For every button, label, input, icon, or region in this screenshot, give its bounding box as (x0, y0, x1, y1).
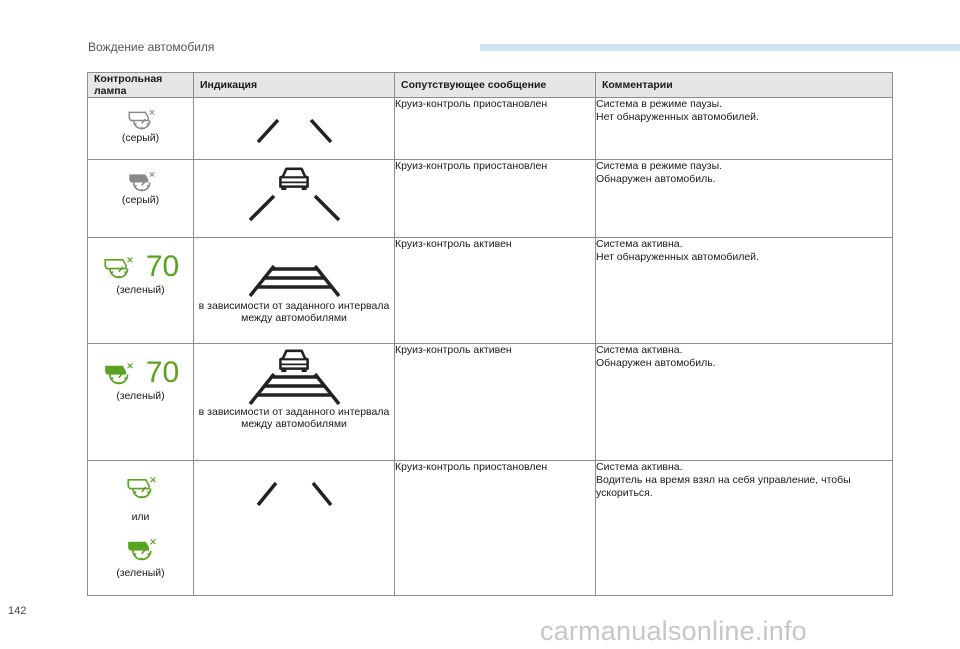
display-caption-line: в зависимости от заданного интервала (198, 406, 390, 418)
page-number: 142 (8, 605, 27, 617)
message-cell: Круиз-контроль активен (395, 238, 596, 344)
comment-line: Система активна. (596, 344, 683, 356)
comment-cell (596, 344, 893, 461)
comment-line: Обнаружен автомобиль. (596, 357, 716, 369)
lamp-caption: (зеленый) (116, 284, 165, 296)
comment-line: Система активна. (596, 461, 683, 473)
message-cell: Круиз-контроль приостановлен (395, 98, 596, 160)
comment-cell (596, 238, 893, 344)
comment-cell (596, 160, 893, 238)
table-header-row (88, 73, 893, 98)
table-row (88, 344, 893, 461)
comment-line: Водитель на время взял на себя управление, чтобы (596, 474, 851, 486)
comment-line: Система активна. (596, 238, 683, 250)
lane-lines-vehicle-icon (194, 160, 394, 234)
message-cell: Круиз-контроль приостановлен (395, 461, 596, 596)
comment-line: Система в режиме паузы. (596, 160, 723, 172)
display-cell (194, 344, 395, 461)
comment-cell (596, 461, 893, 596)
set-speed-value: 70 (145, 250, 180, 283)
table-row (88, 461, 893, 596)
lamp-caption: (серый) (121, 194, 160, 206)
lamp-cell (88, 98, 194, 160)
cruise-gauge-outline-grey-icon (126, 108, 156, 130)
comment-line: Нет обнаруженных автомобилей. (596, 251, 759, 263)
display-cell (194, 238, 395, 344)
lamp-cell (88, 344, 194, 461)
warning-lamp-table (87, 72, 893, 596)
lamp-cell (88, 238, 194, 344)
comment-line: ускориться. (596, 487, 653, 499)
message-cell: Круиз-контроль активен (395, 344, 596, 461)
lane-distance-bars-icon (194, 242, 394, 300)
set-speed-value: 70 (145, 356, 180, 389)
cruise-gauge-vehicle-green-icon (125, 537, 157, 561)
lane-lines-icon (194, 471, 394, 521)
display-cell (194, 98, 395, 160)
comment-line: Обнаружен автомобиль. (596, 173, 716, 185)
lamp-caption: (зеленый) (116, 390, 165, 402)
display-cell (194, 160, 395, 238)
lamp-caption: (зеленый) (116, 567, 165, 579)
display-caption (194, 300, 394, 324)
display-caption (194, 406, 394, 430)
cruise-gauge-outline-green-icon (102, 255, 134, 279)
comment-cell (596, 98, 893, 160)
display-caption-line: между автомобилями (241, 418, 347, 430)
display-cell (194, 461, 395, 596)
col-header-lamp: Контрольная лампа (88, 73, 194, 98)
lamp-cell (88, 461, 194, 596)
col-header-comment: Комментарии (596, 73, 893, 98)
watermark-text: carmanualsonline.info (540, 616, 807, 646)
page-header-title: Вождение автомобиля (88, 40, 215, 54)
comment-line: Нет обнаруженных автомобилей. (596, 111, 759, 123)
col-header-display: Индикация (194, 73, 395, 98)
cruise-gauge-vehicle-green-icon (102, 361, 134, 385)
header-accent-bar (480, 44, 960, 51)
lamp-cell (88, 160, 194, 238)
table-row (88, 160, 893, 238)
message-cell: Круиз-контроль приостановлен (395, 160, 596, 238)
display-caption-line: в зависимости от заданного интервала (198, 300, 390, 312)
comment-line: Система в режиме паузы. (596, 98, 723, 110)
table-row (88, 98, 893, 160)
display-caption-line: между автомобилями (241, 312, 347, 324)
col-header-message: Сопутствующее сообщение (395, 73, 596, 98)
cruise-gauge-vehicle-grey-icon (126, 170, 156, 192)
lane-distance-vehicle-icon (194, 346, 394, 406)
table-row (88, 238, 893, 344)
cruise-gauge-outline-green-icon (125, 475, 157, 499)
lane-lines-icon (194, 98, 394, 156)
lamp-caption: (серый) (121, 132, 160, 144)
lamp-alternative-label: или (131, 511, 150, 523)
